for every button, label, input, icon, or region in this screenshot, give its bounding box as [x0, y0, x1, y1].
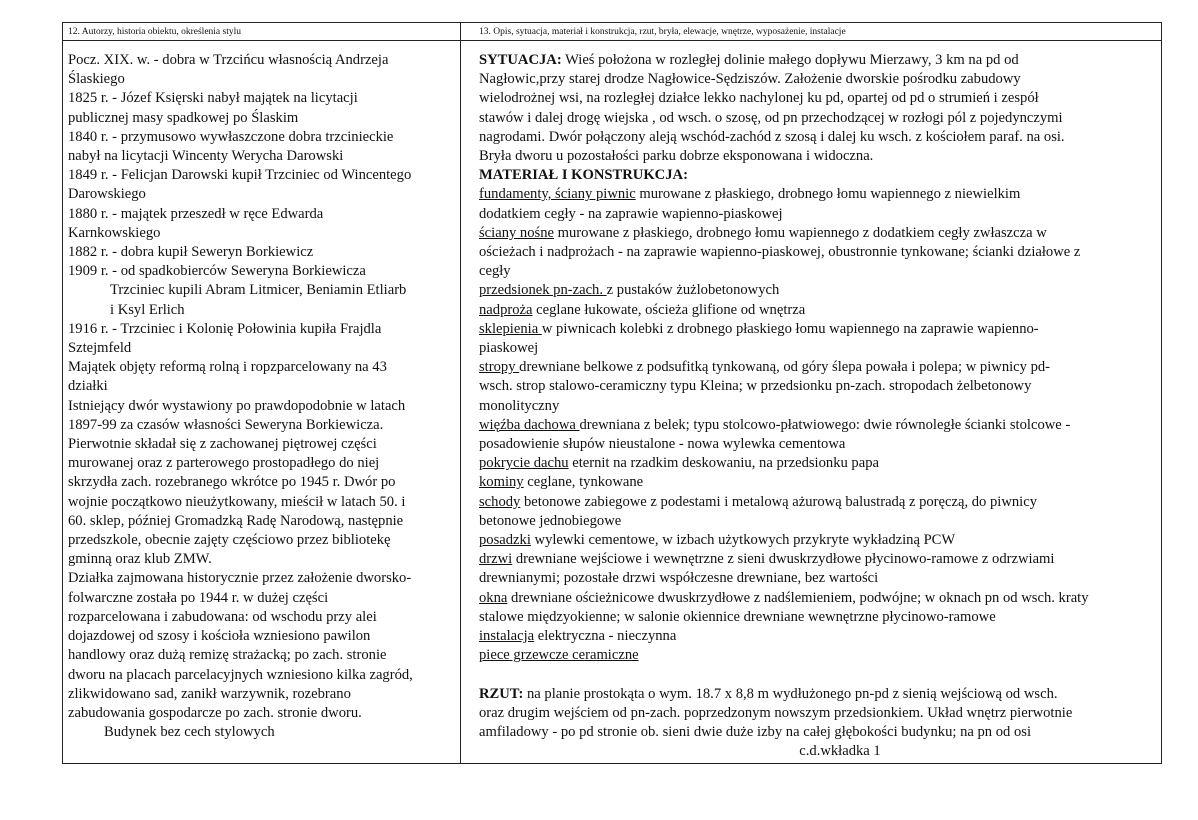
item-term: instalacja: [479, 628, 535, 645]
history-line: 1880 r. - majątek przeszedł w ręce Edwarda: [68, 205, 324, 222]
form-sheet: [62, 22, 1162, 764]
construction-item: [479, 493, 1161, 512]
history-line: rozparcelowana i zabudowana: od wschodu przy alei: [68, 608, 377, 625]
construction-item: [479, 473, 1161, 492]
left-column-header: 12. Autorzy, historia obiektu, określenia stylu: [68, 27, 241, 37]
history-line: 1909 r. - od spadkobierców Seweryna Borkiewicza: [68, 263, 366, 280]
item-term: stropy: [479, 359, 520, 376]
item-text: eternit na rzadkim deskowaniu, na przedsionku papa: [568, 455, 879, 472]
item-term: fundamenty, ściany piwnic: [479, 186, 636, 203]
construction-item: [479, 281, 1161, 300]
item-text: drewniana z belek; typu stolcowo-płatwiowego: dwie równoległe ścianki stolcowe -: [579, 416, 1071, 433]
item-text: elektryczna - nieczynna: [534, 628, 677, 645]
text-line: oraz drugim wejściem od pn-zach. poprzedzonym nowszym przedsionkiem. Układ wnętrz pierwotnie: [479, 704, 1073, 721]
construction-item: [479, 531, 1161, 550]
item-text: z pustaków żużlobetonowych: [606, 282, 780, 299]
text-line: Bryła dworu u pozostałości parku dobrze eksponowana i widoczna.: [479, 148, 874, 165]
text-line: stawów i dalej drogę wiejska , od wsch. o szosę, od pn przechodzącej w rozłogi pól z pojedynczymi: [479, 109, 1063, 126]
item-text: dodatkiem cegły - na zaprawie wapienno-piaskowej: [479, 205, 783, 222]
item-text: wsch. strop stalowo-ceramiczny typu Kleina; w przedsionku pn-zach. stropodach żelbetonowy: [479, 378, 1032, 395]
item-text: drewniane wejściowe i wewnętrzne z sieni dwuskrzydłowe płycinowo-ramowe z odrzwiami: [512, 551, 1055, 568]
history-line: 1882 r. - dobra kupił Seweryn Borkiewicz: [68, 244, 314, 261]
item-text: posadowienie słupów nieustalone - nowa wylewka cementowa: [479, 436, 846, 453]
history-line: Karnkowskiego: [68, 224, 161, 241]
history-line: 1916 r. - Trzciniec i Kolonię Połowinia kupiła Frajdla: [68, 320, 382, 337]
history-line: handlowy oraz dużą remizę strażacką; po zach. stronie: [68, 647, 387, 664]
text-line: nagrodami. Dwór połączony aleją wschód-zachód z szosą i dalej ku wsch. z kościołem paraf. na osi.: [479, 128, 1065, 145]
item-text: murowane z płaskiego, drobnego łomu wapiennego z niewielkim: [635, 186, 1021, 203]
material-heading: MATERIAŁ I KONSTRUKCJA:: [479, 167, 688, 184]
rzut-paragraph: [479, 685, 1161, 704]
sytuacja-paragraph: [479, 51, 1161, 70]
header-rule: [63, 40, 1161, 41]
text-line: wielodrożnej wsi, na rozległej działce lekko nachylonej ku pd, opartej od pd o strumień i zespół: [479, 90, 1039, 107]
history-line: dworu na placach parcelacyjnych wzniesiono kilka zagród,: [68, 666, 413, 683]
history-line: Darowskiego: [68, 186, 146, 203]
history-line: dojazdowej od szosy i kościoła wzniesiono pawilon: [68, 628, 371, 645]
item-term: okna: [479, 589, 508, 606]
item-term: piece grzewcze ceramiczne: [479, 647, 639, 664]
item-text: monolityczny: [479, 397, 560, 414]
construction-item: [479, 320, 1161, 339]
history-line: 1897-99 za czasów własności Seweryna Borkiewicza.: [68, 416, 384, 433]
item-text: stalowe międzyokienne; w salonie okiennice drewniane wewnętrzne płycinowo-ramowe: [479, 608, 996, 625]
history-line: wojnie początkowo nieużytkowany, mieścił w latach 50. i: [68, 493, 406, 510]
continuation-note: c.d.wkładka 1: [799, 743, 881, 760]
rzut-heading: RZUT:: [479, 685, 524, 702]
item-text: ceglane, tynkowane: [523, 474, 644, 491]
construction-items: [479, 185, 1161, 665]
history-line: publicznej masy spadkowej po Ślaskim: [68, 109, 299, 126]
history-line: Majątek objęty reformą rolną i ropzparcelowany na 43: [68, 359, 387, 376]
history-line: i Ksyl Erlich: [110, 301, 185, 318]
item-term: posadzki: [479, 532, 531, 549]
item-text: ościeżach i nadprożach - na zaprawie wapienno-piaskowej, obustronnie tynkowane; ścianki działowe z: [479, 244, 1081, 261]
history-line: zabudowania gospodarcze po zach. stronie dworu.: [68, 704, 362, 721]
item-text: betonowe jednobiegowe: [479, 512, 622, 529]
history-line: Pierwotnie składał się z zachowanej piętrowej części: [68, 436, 377, 453]
construction-item: [479, 646, 1161, 665]
history-line: Działka zajmowana historycznie przez założenie dworsko-: [68, 570, 412, 587]
item-text: piaskowej: [479, 340, 539, 357]
history-line: 1840 r. - przymusowo wywłaszczone dobra trzcinieckie: [68, 128, 394, 145]
item-term: schody: [479, 493, 521, 510]
history-line: 1825 r. - Józef Księrski nabył majątek na licytacji: [68, 90, 358, 107]
history-line: nabył na licytacji Wincenty Werycha Darowski: [68, 148, 344, 165]
construction-item: [479, 358, 1161, 377]
description-column: [479, 51, 1161, 761]
item-text: w piwnicach kolebki z drobnego płaskiego łomu wapiennego na zaprawie wapienno-: [541, 320, 1039, 337]
item-term: sklepienia: [479, 320, 542, 337]
item-text: drewniane belkowe z podsufitką tynkowaną, od góry ślepa powała i polepa; w piwnicy pd-: [519, 359, 1051, 376]
construction-item: [479, 550, 1161, 569]
construction-item: [479, 454, 1161, 473]
construction-item: [479, 589, 1161, 608]
item-text: betonowe zabiegowe z podestami i metalową ażurową balustradą z poręczą, do piwnicy: [520, 493, 1038, 510]
item-term: ściany nośne: [479, 224, 554, 241]
history-line: działki: [68, 378, 108, 395]
construction-item: [479, 224, 1161, 243]
item-term: przedsionek pn-zach.: [479, 282, 607, 299]
text-line: amfiladowy - po pd stronie ob. sieni dwie duże izby na całej głębokości budynku; na pn od osi: [479, 723, 1032, 740]
history-line: Sztejmfeld: [68, 340, 132, 357]
history-line: Budynek bez cech stylowych: [104, 724, 275, 741]
text-line: Nagłowic,przy starej drodze Nagłowice-Sędziszów. Założenie dworskie pośrodku zabudowy: [479, 71, 1021, 88]
column-divider: [460, 23, 461, 763]
sytuacja-heading: SYTUACJA:: [479, 52, 562, 68]
history-line: 1849 r. - Felicjan Darowski kupił Trzciniec od Wincentego: [68, 167, 412, 184]
history-line: skrzydła zach. rozebranego wkrótce po 1945 r. Dwór po: [68, 474, 396, 491]
item-term: pokrycie dachu: [479, 455, 569, 472]
history-line: Istniejący dwór wystawiony po prawdopodobnie w latach: [68, 397, 406, 414]
history-line: Trzciniec kupili Abram Litmicer, Beniamin Etliarb: [110, 282, 407, 299]
construction-item: [479, 301, 1161, 320]
text-line: Wieś położona w rozległej dolinie małego dopływu Mierzawy, 3 km na pd od: [561, 52, 1019, 68]
item-text: cegły: [479, 263, 511, 280]
item-text: drewnianymi; pozostałe drzwi współczesne drewniane, bez wartości: [479, 570, 879, 587]
item-term: kominy: [479, 474, 524, 491]
item-text: ceglane łukowate, ościeża glifione od wnętrza: [532, 301, 806, 318]
history-line: Pocz. XIX. w. - dobra w Trzcińcu własnością Andrzeja: [68, 52, 389, 68]
history-line: 60. sklep, później Gromadzką Radę Narodową, następnie: [68, 512, 404, 529]
history-line: gminną oraz klub ZMW.: [68, 551, 212, 568]
history-column: [68, 51, 454, 742]
history-line: przedszkole, obecnie zajęty częściowo przez bibliotekę: [68, 532, 391, 549]
construction-item: [479, 627, 1161, 646]
item-text: murowane z płaskiego, drobnego łomu wapiennego z dodatkiem cegły zwłaszcza w: [553, 224, 1047, 241]
item-term: nadproża: [479, 301, 533, 318]
history-line: Ślaskiego: [68, 71, 125, 88]
history-line: murowanej oraz z parterowego prostopadłego do niej: [68, 455, 380, 472]
construction-item: [479, 416, 1161, 435]
history-line: zlikwidowano sad, zanikł warzywnik, rozebrano: [68, 685, 351, 702]
right-column-header: 13. Opis, sytuacja, materiał i konstrukcja, rzut, bryła, elewacje, wnętrze, wyposażenie, instalacje: [479, 27, 846, 37]
history-line: folwarczne została po 1944 r. w dużej części: [68, 589, 329, 606]
item-term: więźba dachowa: [479, 416, 580, 433]
item-term: drzwi: [479, 551, 513, 568]
construction-item: [479, 185, 1161, 204]
item-text: wylewki cementowe, w izbach użytkowych przykryte wykładziną PCW: [530, 532, 956, 549]
text-line: na planie prostokąta o wym. 18.7 x 8,8 m wydłużonego pn-pd z sienią wejściową od wsch.: [523, 685, 1058, 702]
item-text: drewniane ościeżnicowe dwuskrzydłowe z nadślemieniem, podwójne; w oknach pn od wsch. kraty: [507, 589, 1089, 606]
